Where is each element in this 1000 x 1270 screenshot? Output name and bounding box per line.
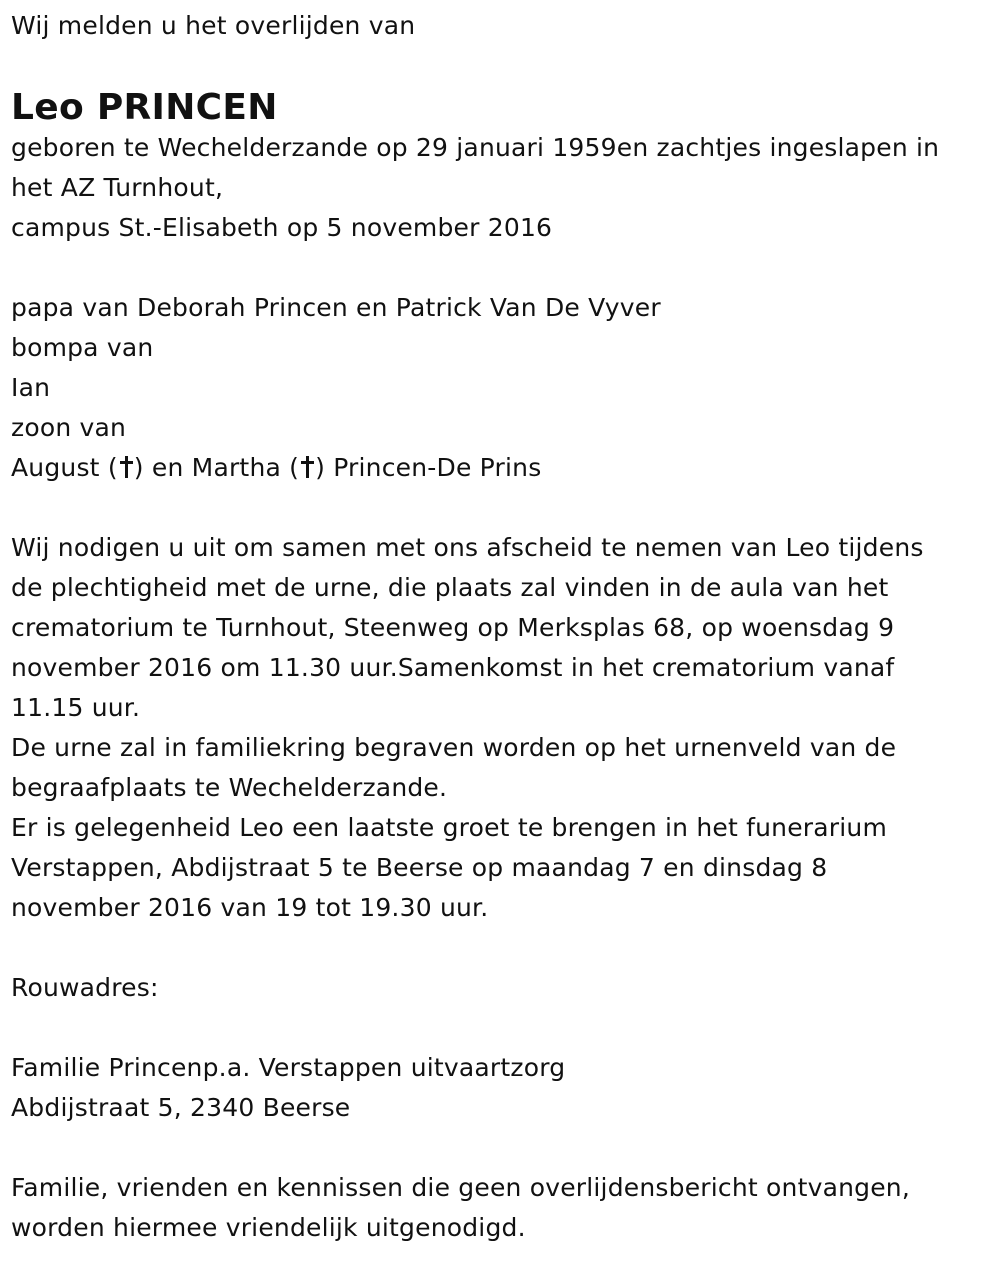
address-line-1: Familie Princenp.a. Verstappen uitvaartzorg xyxy=(11,1053,566,1082)
parents-mid-text: ) en Martha ( xyxy=(133,453,300,482)
intro-text: Wij melden u het overlijden van xyxy=(11,11,416,40)
death-notice xyxy=(11,6,986,1248)
cross-icon xyxy=(301,456,313,478)
spacer xyxy=(11,1128,986,1168)
death-line: campus St.-Elisabeth op 5 november 2016 xyxy=(11,213,553,242)
closing-line-2: worden hiermee vriendelijk uitgenodigd. xyxy=(11,1213,526,1242)
parents-end-text: ) Princen-De Prins xyxy=(315,453,542,482)
ceremony-line: Wij nodigen u uit om samen met ons afscheid te nemen van Leo tijdens xyxy=(11,533,924,562)
son-label: zoon van xyxy=(11,413,127,442)
ceremony-line: Er is gelegenheid Leo een laatste groet te brengen in het funerarium xyxy=(11,813,888,842)
spacer xyxy=(11,1008,986,1048)
ceremony-paragraph xyxy=(11,528,986,928)
parents-line xyxy=(11,448,986,488)
spacer xyxy=(11,488,986,528)
grandfather-label: bompa van xyxy=(11,333,154,362)
ceremony-line: de plechtigheid met de urne, die plaats zal vinden in de aula van het xyxy=(11,573,889,602)
spacer xyxy=(11,928,986,968)
birth-line-1: geboren te Wechelderzande op 29 januari 1959en zachtjes ingeslapen in xyxy=(11,133,940,162)
address-line-2: Abdijstraat 5, 2340 Beerse xyxy=(11,1093,351,1122)
birth-line-2: het AZ Turnhout, xyxy=(11,173,224,202)
ceremony-line: begraafplaats te Wechelderzande. xyxy=(11,773,448,802)
ceremony-line: Verstappen, Abdijstraat 5 te Beerse op maandag 7 en dinsdag 8 xyxy=(11,853,828,882)
parent-1-text: August ( xyxy=(11,453,118,482)
ceremony-line: november 2016 om 11.30 uur.Samenkomst in het crematorium vanaf xyxy=(11,653,895,682)
ceremony-line: crematorium te Turnhout, Steenweg op Merksplas 68, op woensdag 9 xyxy=(11,613,895,642)
address-label: Rouwadres: xyxy=(11,973,159,1002)
deceased-name: Leo PRINCEN xyxy=(11,87,278,128)
closing-line-1: Familie, vrienden en kennissen die geen overlijdensbericht ontvangen, xyxy=(11,1173,910,1202)
grandchild-name: Ian xyxy=(11,373,51,402)
father-of-line: papa van Deborah Princen en Patrick Van De Vyver xyxy=(11,293,661,322)
spacer xyxy=(11,248,986,288)
ceremony-line: november 2016 van 19 tot 19.30 uur. xyxy=(11,893,489,922)
ceremony-line: 11.15 uur. xyxy=(11,693,141,722)
cross-icon xyxy=(120,456,132,478)
ceremony-line: De urne zal in familiekring begraven worden op het urnenveld van de xyxy=(11,733,897,762)
